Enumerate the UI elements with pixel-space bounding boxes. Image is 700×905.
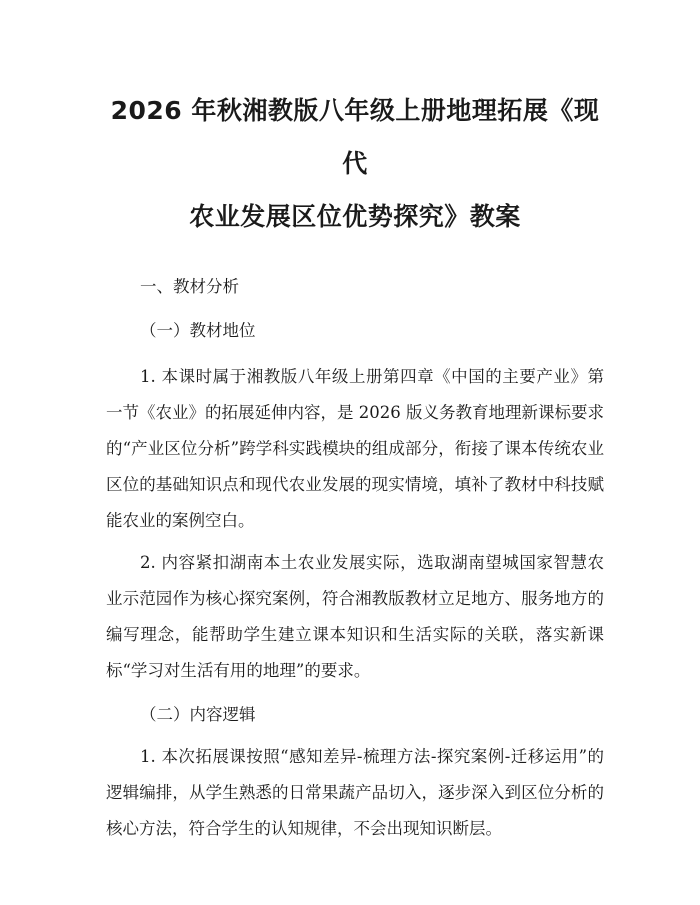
title-line-2: 农业发展区位优势探究》教案 (189, 202, 521, 231)
title-line-1: 2026 年秋湘教版八年级上册地理拓展《现代 (110, 96, 600, 178)
subsection-heading-content-logic: （二）内容逻辑 (140, 705, 256, 724)
document-title (106, 84, 604, 243)
section-heading-textbook-analysis: 一、教材分析 (140, 277, 239, 296)
paragraph-1: 1. 本课时属于湘教版八年级上册第四章《中国的主要产业》第一节《农业》的拓展延伸内容，是 2026 版义务教育地理新课标要求的“产业区位分析”跨学科实践模块的组成部分，衔接了课本传统农业区位的基础知识点和现代农业发展的现实情境，填补了教材中科技赋能农业的案例空白。 (106, 367, 604, 530)
paragraph-3: 1. 本次拓展课按照“感知差异-梳理方法-探究案例-迁移运用”的逻辑编排，从学生熟悉的日常果蔬产品切入，逐步深入到区位分析的核心方法，符合学生的认知规律，不会出现知识断层。 (106, 747, 604, 838)
subsection-heading-textbook-status: （一）教材地位 (140, 321, 256, 340)
paragraph-2: 2. 内容紧扣湖南本土农业发展实际，选取湖南望城国家智慧农业示范园作为核心探究案例，符合湘教版教材立足地方、服务地方的编写理念，能帮助学生建立课本知识和生活实际的关联，落实新课标“学习对生活有用的地理”的要求。 (106, 553, 604, 680)
